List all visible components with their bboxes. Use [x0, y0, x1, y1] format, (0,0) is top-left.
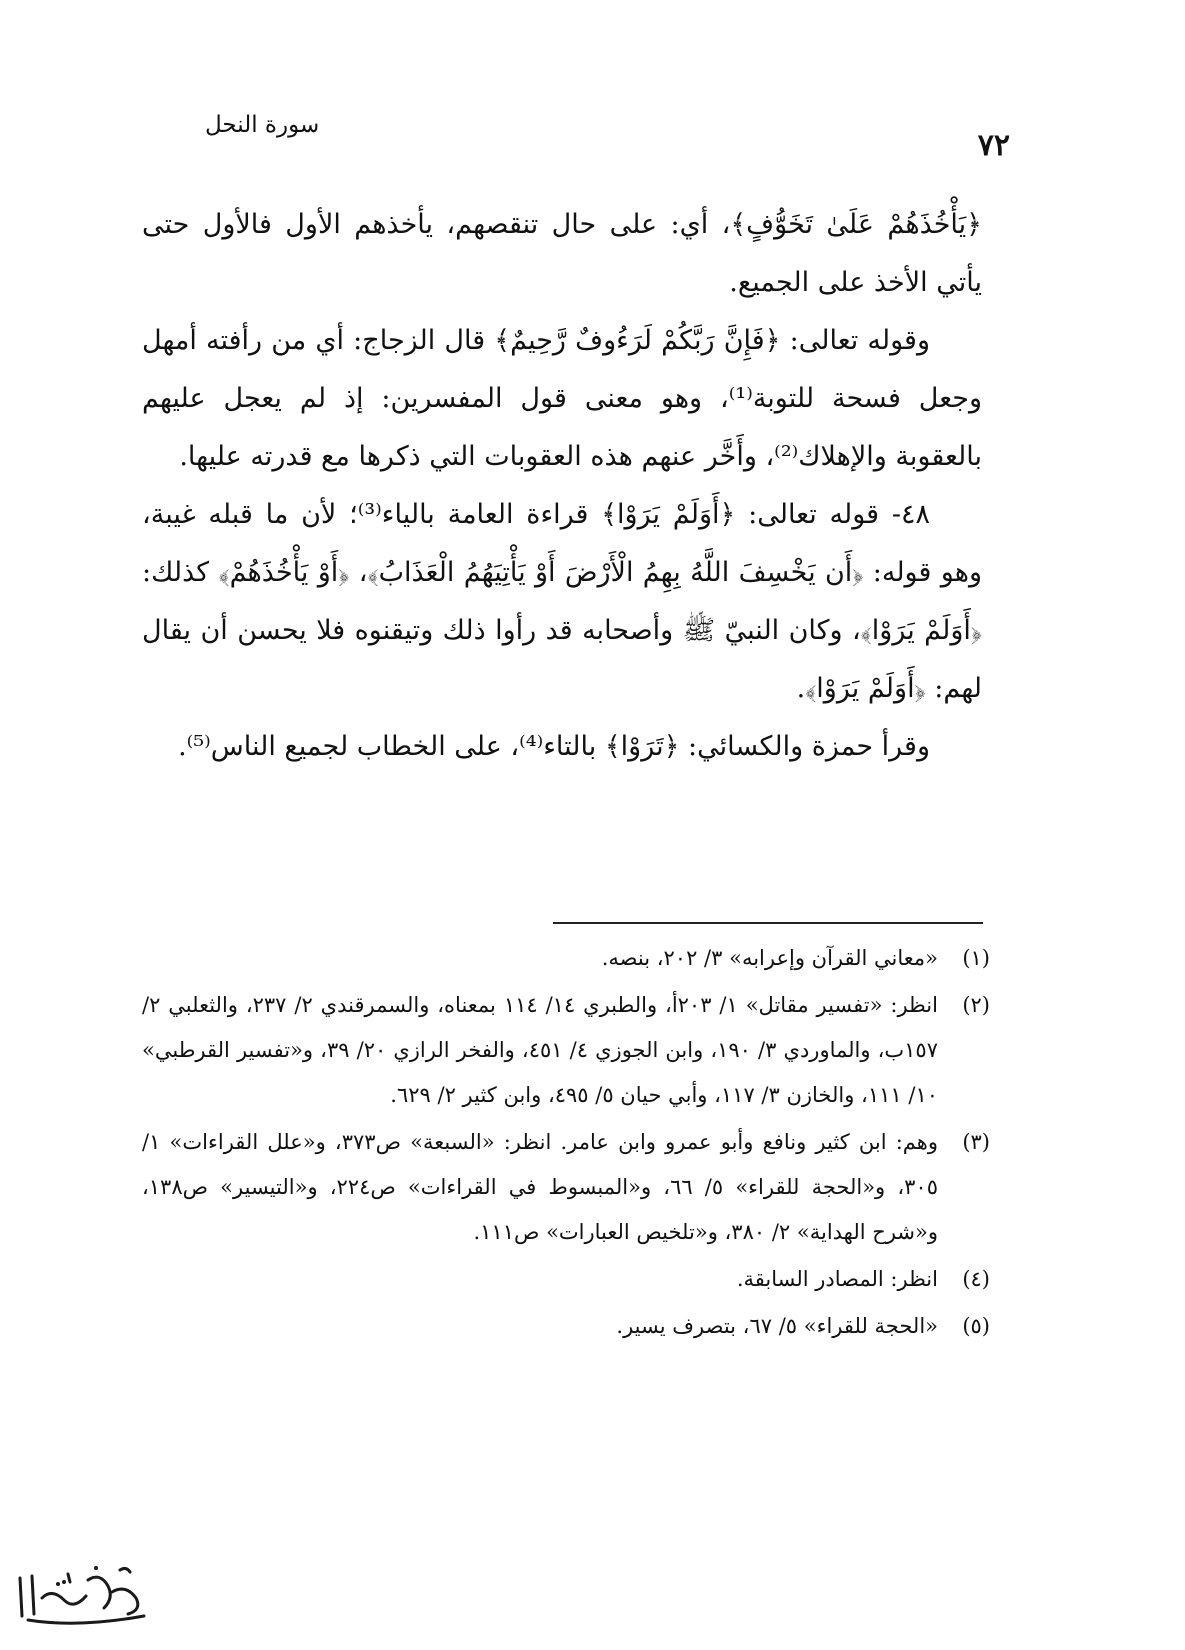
footnote-text: «معاني القرآن وإعرابه» ٣/ ٢٠٢، بنصه. [601, 946, 938, 970]
footnote-separator [553, 922, 983, 924]
footnote-item [142, 983, 990, 1118]
footnote-item [142, 1257, 990, 1302]
running-title: سورة النحل [205, 112, 320, 138]
footnotes [142, 936, 990, 1351]
paragraph-1: ﴿يَأْخُذَهُمْ عَلَىٰ تَخَوُّفٍ﴾، أي: على حال تنقصهم، يأخذهم الأول فالأول حتى يأتي الأخذ على الجميع. [142, 209, 982, 298]
footnote-item [142, 936, 990, 981]
main-text [142, 196, 982, 776]
calligraphy-logo-icon [8, 1558, 158, 1636]
paragraph-3: ٤٨- قوله تعالى: ﴿أَوَلَمْ يَرَوْا﴾ قراءة العامة بالياء⁽³⁾؛ لأن ما قبله غيبة، وهو قوله: ﴿أَن يَخْسِفَ اللَّهُ بِهِمُ الْأَرْضَ أَوْ يَأْتِيَهُمُ الْعَذَابُ﴾، ﴿أَوْ يَأْخُذَهُمْ﴾ كذلك: ﴿أَوَلَمْ يَرَوْا﴾، وكان النبيّ ﷺ وأصحابه قد رأوا ذلك وتيقنوه فلا يحسن أن يقال لهم: ﴿أَوَلَمْ يَرَوْا﴾. [142, 499, 982, 704]
footnote-item [142, 1304, 990, 1349]
paragraph-2: وقوله تعالى: ﴿فَإِنَّ رَبَّكُمْ لَرَءُوفٌ رَّحِيمٌ﴾ قال الزجاج: أي من رأفته أمهل وجعل فسحة للتوبة⁽¹⁾، وهو معنى قول المفسرين: إذ لم يعجل عليهم بالعقوبة والإهلاك⁽²⁾، وأَخَّر عنهم هذه العقوبات التي ذكرها مع قدرته عليها. [142, 325, 982, 472]
footnote-number: (٤) [962, 1267, 990, 1291]
footnote-item [142, 1120, 990, 1255]
footnote-text: انظر: المصادر السابقة. [736, 1267, 938, 1291]
footnote-number: (٥) [962, 1314, 990, 1338]
paragraph-4: وقرأ حمزة والكسائي: ﴿تَرَوْا﴾ بالتاء⁽⁴⁾، على الخطاب لجميع الناس⁽⁵⁾. [178, 731, 930, 762]
footnote-text: وهم: ابن كثير ونافع وأبو عمرو وابن عامر. انظر: «السبعة» ص٣٧٣، و«علل القراءات» ١/ ٣٠٥، و«الحجة للقراء» ٥/ ٦٦، و«المبسوط في القراءات» ص٢٢٤، و«التيسير» ص١٣٨، و«شرح الهداية» ٢/ ٣٨٠، و«تلخيص العبارات» ص١١١. [142, 1130, 938, 1244]
footnote-text: انظر: «تفسير مقاتل» ١/ ٢٠٣أ، والطبري ١٤/ ١١٤ بمعناه، والسمرقندي ٢/ ٢٣٧، والثعلبي ٢/ ١٥٧ب، والماوردي ٣/ ١٩٠، وابن الجوزي ٤/ ٤٥١، والفخر الرازي ٢٠/ ٣٩، و«تفسير القرطبي» ١٠/ ١١١، والخازن ٣/ ١١٧، وأبي حيان ٥/ ٤٩٥، وابن كثير ٢/ ٦٢٩. [142, 993, 938, 1107]
footnote-text: «الحجة للقراء» ٥/ ٦٧، بتصرف يسير. [616, 1314, 938, 1338]
footnote-number: (٣) [962, 1130, 990, 1154]
page-number: ٧٢ [977, 128, 1010, 163]
footnote-number: (١) [962, 946, 990, 970]
footnote-number: (٢) [962, 993, 990, 1017]
